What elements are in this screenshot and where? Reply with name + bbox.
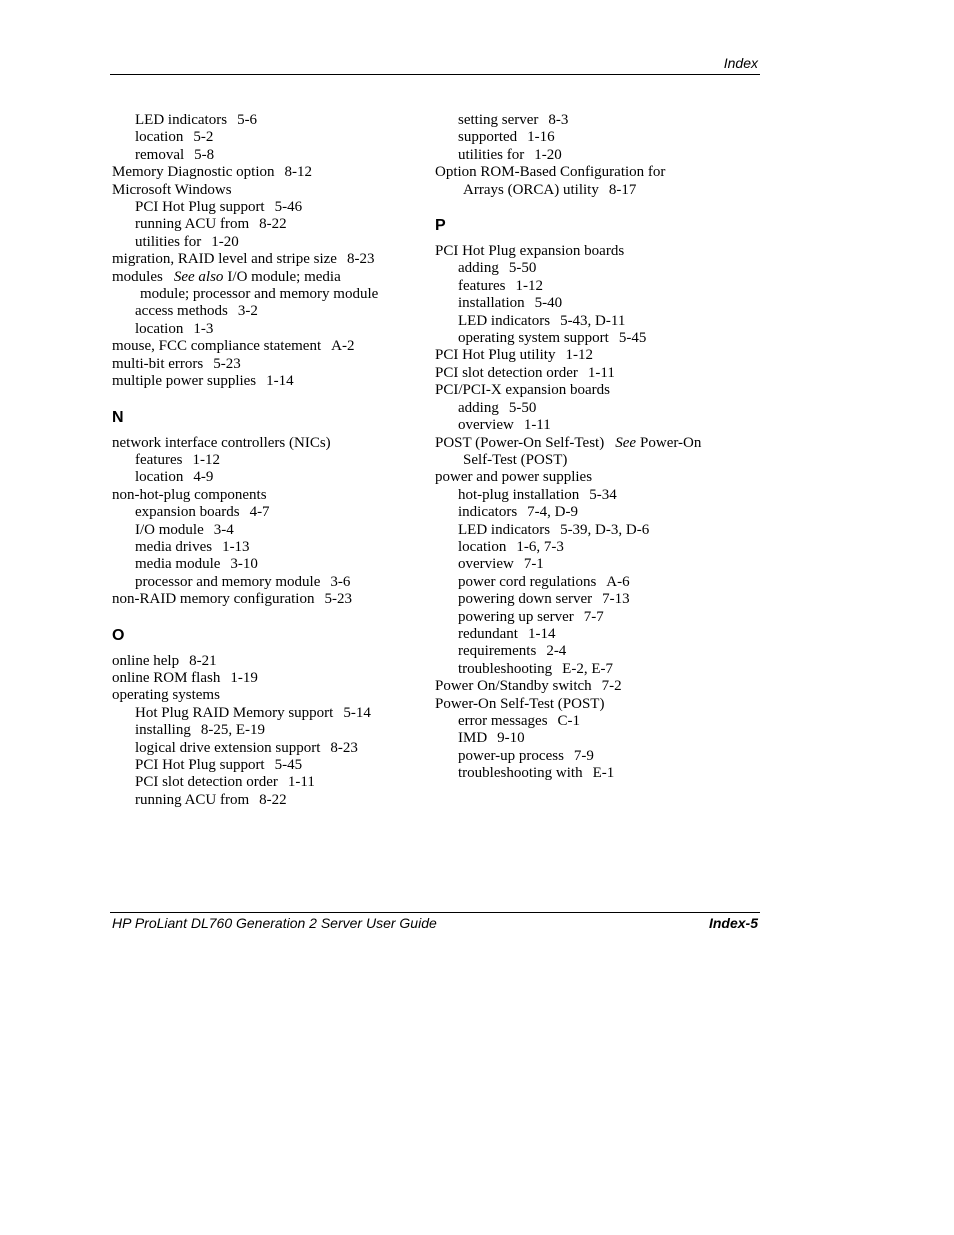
- index-term: overview: [458, 417, 514, 434]
- index-subentry: [435, 504, 745, 521]
- index-entry: [112, 687, 422, 704]
- index-term: LED indicators: [135, 112, 228, 128]
- index-page-reference: 1-11: [287, 774, 315, 791]
- index-entry: [435, 469, 745, 486]
- index-section-letter: N: [112, 408, 124, 426]
- index-term: media module: [135, 556, 221, 573]
- index-term: indicators: [458, 504, 518, 521]
- index-term: module; processor and memory module: [140, 286, 379, 303]
- index-entry-continuation: [435, 182, 745, 199]
- index-subentry: [435, 591, 745, 608]
- index-page-reference: E-2, E-7: [562, 660, 613, 677]
- index-term: LED indicators: [458, 312, 551, 329]
- index-entry: [112, 373, 422, 390]
- footer-rule: [110, 912, 760, 913]
- index-term: removal: [135, 146, 185, 163]
- index-term: hot-plug installation: [458, 486, 580, 503]
- index-subentry: [435, 112, 745, 129]
- index-entry: [435, 435, 745, 452]
- index-term: IMD: [458, 730, 488, 747]
- index-term: migration, RAID level and stripe size: [112, 251, 337, 268]
- index-subentry: [112, 469, 422, 486]
- index-subentry: [435, 574, 745, 591]
- index-term: features: [135, 451, 183, 468]
- index-page-reference: 1-20: [534, 146, 562, 163]
- index-term: location: [135, 129, 184, 146]
- index-page-reference: 5-23: [324, 591, 352, 608]
- index-subentry: [435, 643, 745, 660]
- index-subentry: [435, 417, 745, 434]
- footer-page-number: Index-5: [708, 915, 758, 931]
- index-subentry: [435, 539, 745, 556]
- index-term: power cord regulations: [458, 573, 597, 590]
- index-subentry: [435, 330, 745, 347]
- index-page-reference: 7-7: [583, 608, 604, 625]
- index-page-reference: 7-9: [573, 747, 594, 764]
- index-page-reference: 8-22: [259, 216, 287, 233]
- index-page-reference: 5-43, D-11: [560, 312, 626, 329]
- index-subentry: [112, 504, 422, 521]
- index-page-reference: 1-11: [523, 417, 551, 434]
- index-term: modules: [112, 268, 163, 285]
- index-entry: [435, 347, 745, 364]
- index-page-reference: 3-6: [330, 573, 351, 590]
- index-term: installation: [458, 295, 525, 312]
- index-entry: [112, 356, 422, 373]
- index-term: overview: [458, 556, 514, 573]
- index-subentry: [112, 539, 422, 556]
- index-term: POST (Power-On Self-Test): [435, 434, 605, 451]
- index-term: Power On/Standby switch: [435, 678, 592, 695]
- index-entry: [435, 365, 745, 382]
- index-column-right: [435, 112, 745, 783]
- index-subentry: [112, 722, 422, 739]
- index-subentry: [435, 765, 745, 782]
- index-entry: [112, 435, 422, 452]
- index-term: operating system support: [458, 330, 609, 347]
- index-term: mouse, FCC compliance statement: [112, 338, 322, 355]
- index-term: setting server: [458, 112, 539, 128]
- index-page-reference: 5-45: [618, 330, 647, 347]
- index-term: media drives: [135, 538, 213, 555]
- index-page-reference: 3-10: [230, 556, 258, 573]
- index-term: Option ROM-Based Configuration for: [435, 164, 666, 181]
- index-subentry: [112, 321, 422, 338]
- index-term: troubleshooting: [458, 660, 553, 677]
- index-subentry: [112, 234, 422, 251]
- index-subentry: [112, 705, 422, 722]
- index-subentry: [435, 295, 745, 312]
- index-page-reference: 1-12: [192, 451, 220, 468]
- index-subentry: [435, 400, 745, 417]
- index-page-reference: 5-34: [589, 486, 617, 503]
- index-entry: [435, 164, 745, 181]
- index-page-reference: 8-25, E-19: [200, 722, 265, 739]
- index-subentry: [112, 757, 422, 774]
- index-subentry: [112, 774, 422, 791]
- index-page-reference: 5-2: [193, 129, 214, 146]
- index-term: access methods: [135, 303, 228, 320]
- index-entry: [435, 678, 745, 695]
- index-term: LED indicators: [458, 521, 551, 538]
- index-page-reference: 5-50: [508, 399, 537, 416]
- index-subentry: [112, 112, 422, 129]
- index-subentry: [435, 487, 745, 504]
- index-page-reference: 1-14: [266, 373, 294, 390]
- index-page-reference: 9-10: [497, 730, 525, 747]
- index-subentry: [112, 740, 422, 757]
- index-page-reference: E-1: [592, 765, 615, 782]
- running-header: Index: [723, 55, 758, 71]
- index-page-reference: 1-13: [222, 538, 250, 555]
- index-section-letter: O: [112, 626, 125, 644]
- index-subentry: [435, 260, 745, 277]
- index-page-reference: 4-9: [193, 469, 214, 486]
- see-reference-label: See: [615, 434, 637, 451]
- index-page-reference: 5-23: [213, 355, 241, 372]
- index-term: features: [458, 277, 506, 294]
- index-term: Arrays (ORCA) utility: [463, 181, 599, 198]
- index-term: PCI Hot Plug utility: [435, 347, 556, 364]
- index-entry: [112, 670, 422, 687]
- index-term: location: [458, 538, 507, 555]
- index-page-reference: 2-4: [546, 643, 567, 660]
- index-term: logical drive extension support: [135, 739, 321, 756]
- index-term: PCI slot detection order: [435, 364, 578, 381]
- index-page-reference: 3-4: [213, 521, 234, 538]
- index-section-letter: P: [435, 217, 446, 235]
- index-subentry: [112, 147, 422, 164]
- index-term: redundant: [458, 625, 518, 642]
- index-term: non-hot-plug components: [112, 486, 267, 503]
- index-page-reference: 3-2: [237, 303, 258, 320]
- index-page-reference: 7-2: [601, 678, 622, 695]
- see-reference-target: I/O module; media: [227, 268, 341, 285]
- index-page-reference: 7-13: [602, 591, 630, 608]
- index-term: Self-Test (POST): [463, 451, 568, 468]
- index-entry: [112, 164, 422, 181]
- index-term: utilities for: [458, 146, 525, 163]
- index-term: non-RAID memory configuration: [112, 591, 315, 608]
- index-term: error messages: [458, 713, 548, 729]
- header-rule: [110, 74, 760, 75]
- index-term: PCI Hot Plug support: [135, 199, 265, 216]
- index-page-reference: 8-3: [548, 112, 569, 128]
- index-entry: [435, 382, 745, 399]
- index-page-reference: 1-19: [230, 669, 258, 686]
- index-entry: [112, 269, 422, 286]
- index-page-reference: 5-6: [237, 112, 258, 128]
- index-page-reference: C-1: [557, 713, 581, 729]
- index-page-reference: 5-14: [343, 704, 371, 721]
- index-page-reference: 7-4, D-9: [527, 504, 578, 521]
- index-term: multi-bit errors: [112, 355, 204, 372]
- index-term: location: [135, 320, 184, 337]
- index-subentry: [435, 609, 745, 626]
- index-term: running ACU from: [135, 216, 250, 233]
- index-subentry: [435, 147, 745, 164]
- index-term: PCI Hot Plug support: [135, 757, 265, 773]
- index-term: requirements: [458, 643, 537, 660]
- index-page-reference: 5-50: [508, 260, 537, 277]
- index-page-reference: 7-1: [523, 556, 544, 573]
- index-term: power-up process: [458, 747, 564, 764]
- index-page-reference: 1-6, 7-3: [516, 538, 564, 555]
- index-subentry: [435, 313, 745, 330]
- index-subentry: [435, 748, 745, 765]
- index-subentry: [112, 574, 422, 591]
- index-page-reference: 8-22: [259, 791, 287, 808]
- index-entry: [435, 243, 745, 260]
- index-page-reference: 1-3: [193, 320, 214, 337]
- index-entry: [112, 487, 422, 504]
- index-page-reference: 8-17: [608, 181, 637, 198]
- index-subentry: [112, 216, 422, 233]
- index-page-reference: 5-39, D-3, D-6: [560, 521, 650, 538]
- index-term: installing: [135, 722, 191, 739]
- index-subentry: [112, 556, 422, 573]
- index-page-reference: A-6: [606, 573, 630, 590]
- index-subentry: [435, 626, 745, 643]
- index-page-reference: 8-23: [330, 739, 358, 756]
- index-subentry: [435, 661, 745, 678]
- index-entry-continuation: [435, 452, 745, 469]
- index-term: I/O module: [135, 521, 204, 538]
- index-term: adding: [458, 399, 499, 416]
- index-term: network interface controllers (NICs): [112, 434, 331, 451]
- index-subentry: [435, 730, 745, 747]
- see-reference-target: Power-On: [640, 434, 702, 451]
- index-subentry: [112, 522, 422, 539]
- index-term: location: [135, 469, 184, 486]
- index-term: Memory Diagnostic option: [112, 164, 275, 181]
- index-term: troubleshooting with: [458, 765, 583, 782]
- index-entry-continuation: [112, 286, 422, 303]
- index-term: running ACU from: [135, 791, 250, 808]
- index-subentry: [435, 129, 745, 146]
- index-page-reference: A-2: [331, 338, 355, 355]
- index-page-reference: 4-7: [249, 504, 270, 521]
- index-subentry: [435, 522, 745, 539]
- index-subentry: [112, 199, 422, 216]
- index-term: operating systems: [112, 687, 220, 704]
- index-page-reference: 1-11: [587, 364, 615, 381]
- index-column-left: [112, 112, 422, 809]
- index-page-reference: 1-12: [515, 277, 543, 294]
- index-term: powering down server: [458, 591, 593, 608]
- index-term: processor and memory module: [135, 573, 321, 590]
- index-subentry: [435, 713, 745, 730]
- index-term: online ROM flash: [112, 669, 221, 686]
- index-term: expansion boards: [135, 504, 240, 521]
- index-term: supported: [458, 129, 518, 146]
- index-page-reference: 5-8: [194, 146, 215, 163]
- index-term: Hot Plug RAID Memory support: [135, 704, 334, 721]
- index-page-reference: 5-40: [534, 295, 563, 312]
- index-entry: [112, 182, 422, 199]
- index-page-reference: 8-21: [189, 652, 217, 669]
- index-subentry: [435, 278, 745, 295]
- index-page-reference: 1-16: [527, 129, 555, 146]
- index-entry: [112, 591, 422, 608]
- index-subentry: [112, 452, 422, 469]
- index-term: Power-On Self-Test (POST): [435, 695, 605, 712]
- index-page-reference: 1-12: [565, 347, 593, 364]
- index-entry: [435, 696, 745, 713]
- index-entry: [112, 338, 422, 355]
- index-subentry: [435, 556, 745, 573]
- index-subentry: [112, 129, 422, 146]
- index-page-reference: 1-14: [527, 625, 556, 642]
- index-term: PCI slot detection order: [135, 774, 278, 791]
- index-term: power and power supplies: [435, 469, 593, 486]
- index-term: powering up server: [458, 608, 574, 625]
- index-entry: [112, 251, 422, 268]
- index-term: adding: [458, 260, 499, 277]
- index-entry: [112, 653, 422, 670]
- index-term: Microsoft Windows: [112, 181, 232, 198]
- index-term: utilities for: [135, 233, 202, 250]
- index-term: PCI/PCI-X expansion boards: [435, 382, 610, 399]
- see-reference-label: See also: [173, 268, 224, 285]
- index-term: online help: [112, 652, 180, 669]
- footer-document-title: HP ProLiant DL760 Generation 2 Server User Guide: [112, 915, 437, 931]
- index-subentry: [112, 303, 422, 320]
- index-page-reference: 1-20: [211, 233, 239, 250]
- index-page-reference: 8-23: [346, 251, 375, 268]
- index-page-reference: 8-12: [284, 164, 312, 181]
- index-subentry: [112, 792, 422, 809]
- index-term: PCI Hot Plug expansion boards: [435, 243, 625, 260]
- index-term: multiple power supplies: [112, 373, 257, 390]
- index-page-reference: 5-46: [274, 199, 303, 216]
- index-page-reference: 5-45: [274, 757, 303, 773]
